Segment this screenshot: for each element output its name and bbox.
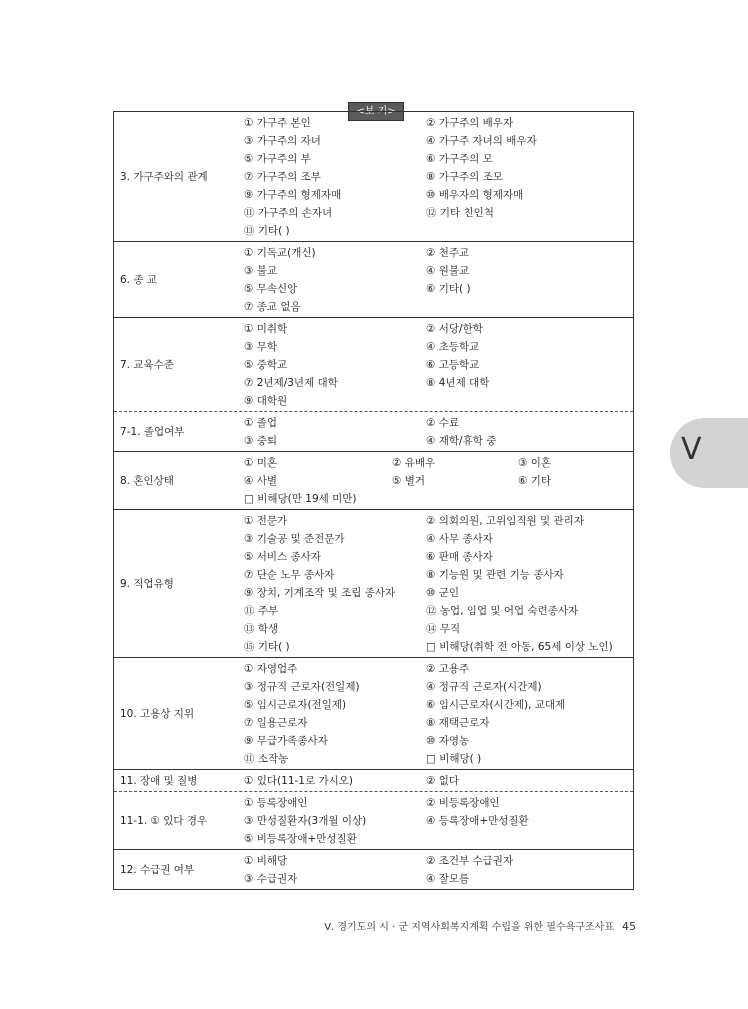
option-item: ⑥ 고등학교: [426, 359, 480, 371]
section-options: [240, 242, 633, 317]
option-row: [240, 812, 633, 830]
option-item: ③ 무학: [244, 341, 278, 353]
footer-title: Ⅴ. 경기도의 시 · 군 지역사회복지계획 수립을 위한 필수욕구조사표: [324, 922, 614, 933]
table-section: [114, 509, 633, 657]
option-item: ⑤ 비등록장애+만성질환: [244, 833, 357, 845]
section-options: [240, 770, 633, 791]
option-row: [240, 638, 633, 656]
option-item: ⑤ 임시근로자(전일제): [244, 699, 347, 711]
option-item: ③ 불교: [244, 265, 278, 277]
option-row: [240, 432, 633, 450]
option-item: ④ 정규직 근로자(시간제): [426, 681, 542, 693]
table-section: [114, 657, 633, 769]
option-row: [240, 512, 633, 530]
option-item: ④ 등록장애+만성질환: [426, 815, 529, 827]
option-row: [240, 620, 633, 638]
option-item: ⑩ 배우자의 형제자매: [426, 189, 524, 201]
option-item: ④ 잘모름: [426, 873, 470, 885]
option-item: ③ 만성질환자(3개월 이상): [244, 815, 367, 827]
page-number: 45: [622, 920, 636, 933]
option-item: ① 있다(11-1로 가시오): [244, 775, 353, 787]
option-item: ① 졸업: [244, 417, 278, 429]
option-item: ⑧ 가구주의 조모: [426, 171, 503, 183]
option-item: ② 유배우: [392, 457, 436, 469]
option-row: [240, 204, 633, 222]
option-row: [240, 852, 633, 870]
option-item: ② 의회의원, 고위임직원 및 관리자: [426, 515, 584, 527]
section-options: [240, 412, 633, 451]
page-footer: [324, 918, 636, 933]
option-row: [240, 584, 633, 602]
option-row: [240, 602, 633, 620]
option-item: ⑨ 대학원: [244, 395, 288, 407]
option-row: [240, 794, 633, 812]
option-item: ④ 재학/휴학 중: [426, 435, 497, 447]
option-row: [240, 566, 633, 584]
section-options: [240, 510, 633, 657]
option-item: ⑤ 서비스 종사자: [244, 551, 321, 563]
option-item: ③ 중퇴: [244, 435, 278, 447]
section-label: 6. 종 교: [120, 274, 157, 286]
option-row: [240, 186, 633, 204]
chapter-tab: [670, 418, 748, 488]
option-item: ⑤ 별거: [392, 475, 426, 487]
section-label: 3. 가구주와의 관계: [120, 171, 208, 183]
option-item: ① 기독교(개신): [244, 247, 316, 259]
option-row: [240, 530, 633, 548]
option-item: ③ 기술공 및 준전문가: [244, 533, 345, 545]
option-item: ④ 초등학교: [426, 341, 480, 353]
option-item: ④ 원불교: [426, 265, 470, 277]
option-row: [240, 374, 633, 392]
table-section: [114, 451, 633, 509]
option-item: ⑦ 2년제/3년제 대학: [244, 377, 338, 389]
option-item: ② 천주교: [426, 247, 470, 259]
option-item: ⑧ 4년제 대학: [426, 377, 490, 389]
table-section: [114, 317, 633, 411]
option-row: [240, 660, 633, 678]
option-row: [240, 150, 633, 168]
option-row: [240, 472, 633, 490]
section-options: [240, 792, 633, 849]
option-item: ⑥ 기타: [518, 475, 552, 487]
section-label: 10. 고용상 지위: [120, 708, 195, 720]
section-label: 11. 장애 및 질병: [120, 775, 198, 787]
option-item: ① 비해당: [244, 855, 288, 867]
option-item: □ 비해당( ): [426, 753, 482, 765]
option-row: [240, 222, 633, 240]
table-section: [114, 791, 633, 849]
option-item: ② 서당/한학: [426, 323, 483, 335]
option-item: ⑥ 가구주의 모: [426, 153, 493, 165]
option-row: [240, 772, 633, 790]
option-item: ④ 사별: [244, 475, 278, 487]
option-item: ⑨ 장치, 기계조작 및 조립 종사자: [244, 587, 396, 599]
chapter-tab-label: V: [681, 432, 702, 467]
option-item: ② 비등록장애인: [426, 797, 500, 809]
table-section: [114, 411, 633, 451]
option-item: ① 가구주 본인: [244, 117, 311, 129]
option-item: ④ 가구주 자녀의 배우자: [426, 135, 537, 147]
option-item: ⑥ 기타( ): [426, 283, 471, 295]
option-row: [240, 132, 633, 150]
option-item: ⑥ 판매 종사자: [426, 551, 493, 563]
option-item: ⑤ 가구주의 부: [244, 153, 311, 165]
option-item: ⑧ 재택근로자: [426, 717, 490, 729]
option-row: [240, 750, 633, 768]
option-item: ① 전문가: [244, 515, 288, 527]
option-item: ⑧ 기능원 및 관련 기능 종사자: [426, 569, 564, 581]
option-item: ⑬ 학생: [244, 623, 279, 635]
option-item: ⑦ 일용근로자: [244, 717, 308, 729]
option-item: ⑪ 주부: [244, 605, 279, 617]
option-row: [240, 392, 633, 410]
option-item: ② 조건부 수급권자: [426, 855, 514, 867]
option-item: ⑪ 소작농: [244, 753, 289, 765]
option-row: [240, 714, 633, 732]
table-section: [114, 769, 633, 791]
legend-tag: <보 기>: [348, 102, 404, 121]
option-item: ⑩ 자영농: [426, 735, 470, 747]
option-row: [240, 168, 633, 186]
option-row: [240, 298, 633, 316]
option-row: [240, 338, 633, 356]
option-row: [240, 696, 633, 714]
option-item: □ 비해당(만 19세 미만): [244, 493, 357, 505]
option-item: ③ 정규직 근로자(전일제): [244, 681, 360, 693]
option-item: ① 자영업주: [244, 663, 298, 675]
option-item: ⑦ 종교 없음: [244, 301, 301, 313]
option-row: [240, 280, 633, 298]
option-item: ② 가구주의 배우자: [426, 117, 514, 129]
option-row: [240, 732, 633, 750]
option-item: ⑥ 임시근로자(시간제), 교대제: [426, 699, 566, 711]
option-item: ⑤ 무속신앙: [244, 283, 298, 295]
option-item: ② 수료: [426, 417, 460, 429]
option-item: ③ 가구주의 자녀: [244, 135, 321, 147]
option-item: ③ 수급권자: [244, 873, 298, 885]
option-item: ④ 사무 종사자: [426, 533, 493, 545]
option-row: [240, 320, 633, 338]
option-item: ⑨ 무급가족종사자: [244, 735, 328, 747]
option-row: [240, 244, 633, 262]
option-row: [240, 262, 633, 280]
section-label: 7. 교육수준: [120, 359, 174, 371]
table-section: [114, 112, 633, 241]
option-item: ② 없다: [426, 775, 460, 787]
section-options: [240, 658, 633, 769]
option-item: ③ 이혼: [518, 457, 552, 469]
section-label: 8. 혼인상태: [120, 475, 174, 487]
option-item: ① 미취학: [244, 323, 288, 335]
survey-options-table: [113, 111, 634, 890]
option-item: ⑦ 가구주의 조부: [244, 171, 321, 183]
section-options: [240, 112, 633, 241]
option-item: ⑩ 군인: [426, 587, 460, 599]
option-row: [240, 870, 633, 888]
option-row: [240, 490, 633, 508]
option-row: [240, 356, 633, 374]
section-label: 11-1. ① 있다 경우: [120, 815, 208, 827]
option-item: ⑭ 무직: [426, 623, 461, 635]
table-section: [114, 241, 633, 317]
option-item: ⑦ 단순 노무 종사자: [244, 569, 335, 581]
option-item: ⑮ 기타( ): [244, 641, 290, 653]
section-label: 12. 수급권 여부: [120, 864, 195, 876]
option-item: ⑨ 가구주의 형제자매: [244, 189, 342, 201]
section-label: 9. 직업유형: [120, 578, 174, 590]
option-row: [240, 114, 633, 132]
option-row: [240, 678, 633, 696]
option-item: ⑤ 중학교: [244, 359, 288, 371]
option-item: ⑪ 가구주의 손자녀: [244, 207, 333, 219]
option-item: ⑫ 농업, 임업 및 어업 숙련종사자: [426, 605, 579, 617]
option-item: □ 비해당(취학 전 아동, 65세 이상 노인): [426, 641, 613, 653]
option-row: [240, 414, 633, 432]
option-item: ② 고용주: [426, 663, 470, 675]
option-item: ⑫ 기타 친인척: [426, 207, 494, 219]
option-row: [240, 548, 633, 566]
option-item: ① 미혼: [244, 457, 278, 469]
option-item: ① 등록장애인: [244, 797, 308, 809]
section-options: [240, 850, 633, 889]
section-options: [240, 318, 633, 411]
section-options: [240, 452, 633, 509]
table-section: [114, 849, 633, 889]
option-item: ⑬ 기타( ): [244, 225, 290, 237]
option-row: [240, 830, 633, 848]
section-label: 7-1. 졸업여부: [120, 426, 185, 438]
option-row: [240, 454, 633, 472]
